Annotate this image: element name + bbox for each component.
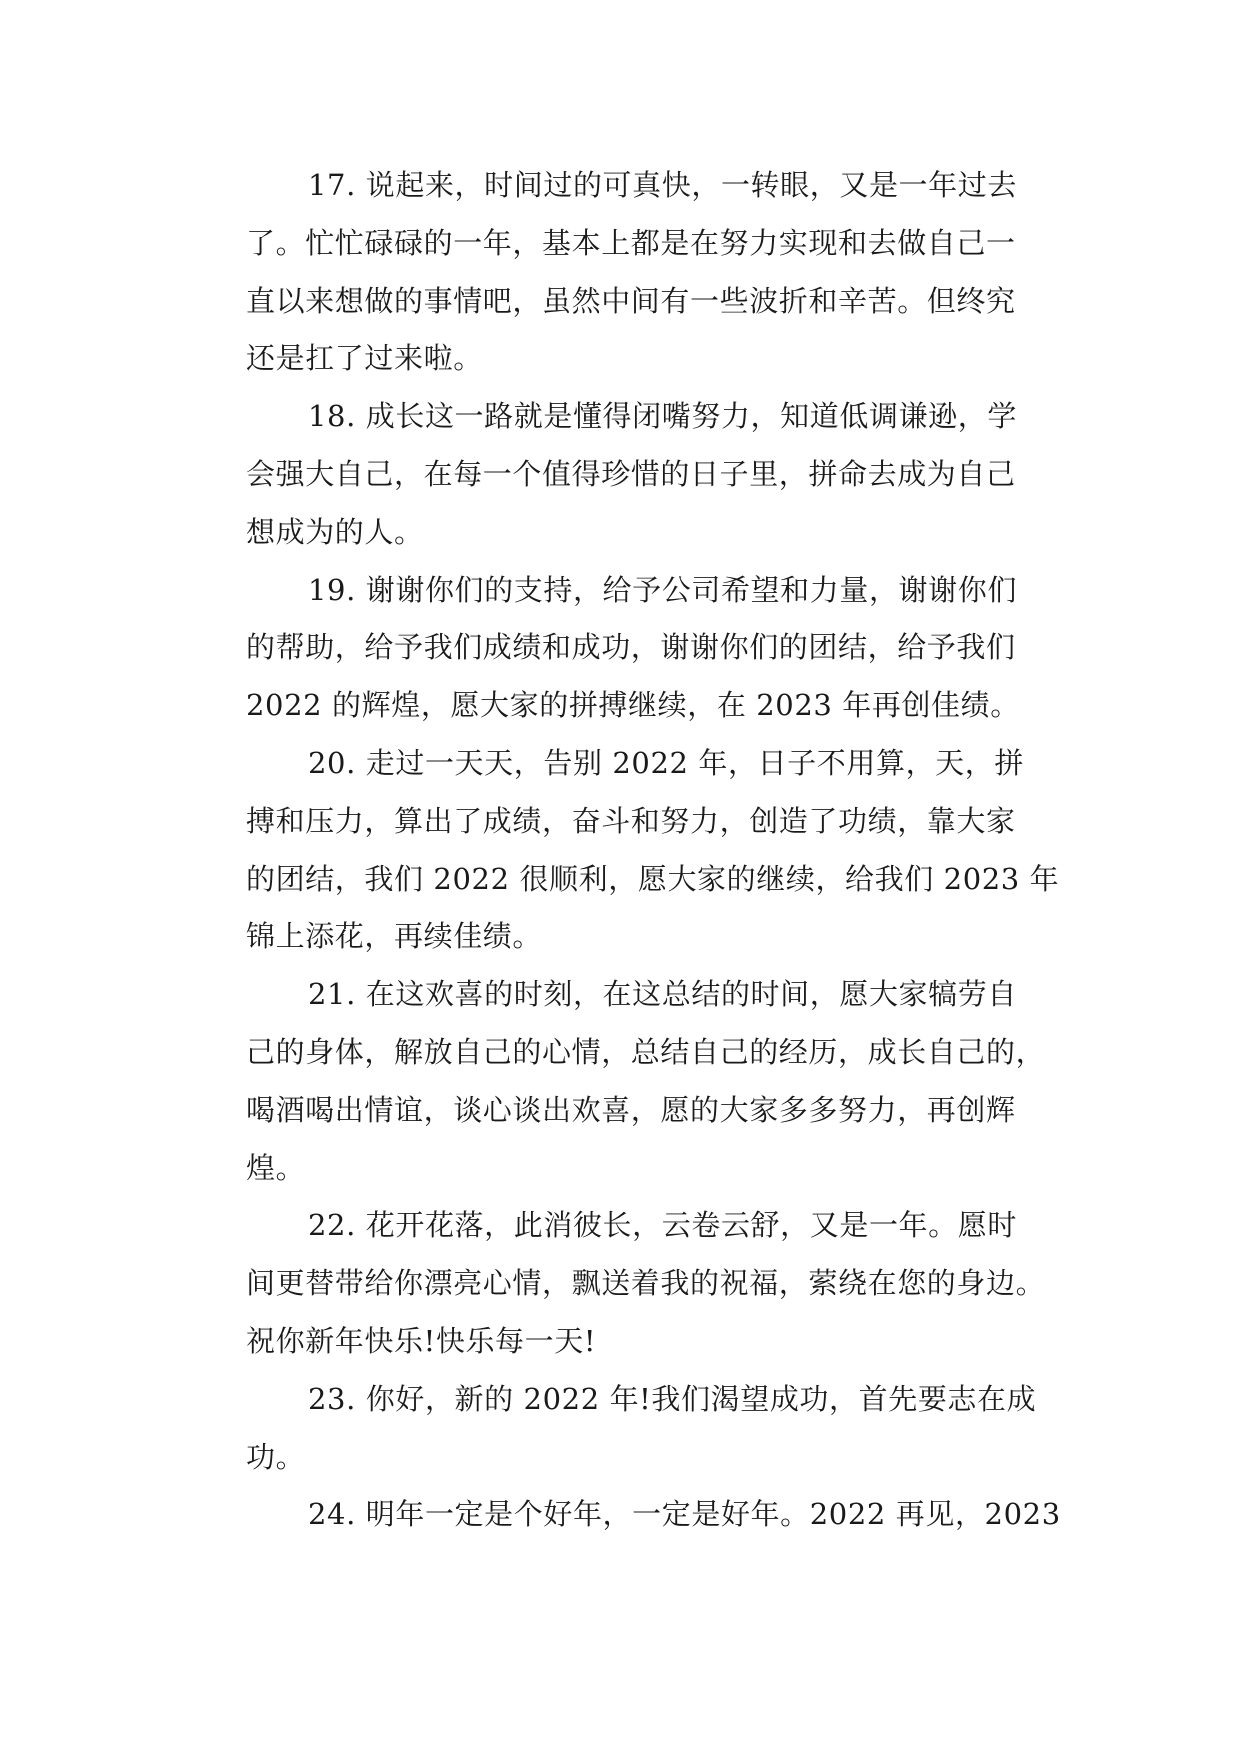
paragraph-line: 己的身体，解放自己的心情，总结自己的经历，成长自己的， (246, 1034, 1046, 1069)
paragraph-line: 搏和压力，算出了成绩，奋斗和努力，创造了功绩，靠大家 (246, 803, 1016, 838)
paragraph-24 (188, 1486, 1061, 1544)
paragraph-line: 的帮助，给予我们成绩和成功，谢谢你们的团结，给予我们 (246, 630, 1016, 665)
paragraph-line: 21. 在这欢喜的时刻，在这总结的时间，愿大家犒劳自 (308, 977, 1017, 1012)
paragraph-line: 煌。 (246, 1150, 306, 1185)
paragraph-22 (188, 1197, 1052, 1370)
paragraph-line: 锦上添花，再续佳绩。 (246, 919, 543, 954)
paragraph-line: 24. 明年一定是个好年，一定是好年。2022 再见，2023 (308, 1497, 1061, 1532)
paragraph-23 (188, 1371, 1052, 1487)
paragraph-line: 还是扛了过来啦。 (246, 341, 483, 376)
paragraph-line: 22. 花开花落，此消彼长，云卷云舒，又是一年。愿时 (308, 1208, 1017, 1243)
paragraph-line: 2022 的辉煌，愿大家的拼搏继续，在 2023 年再创佳绩。 (246, 688, 1020, 723)
paragraph-18 (188, 388, 1052, 561)
paragraph-17 (188, 157, 1052, 388)
paragraph-line: 19. 谢谢你们的支持，给予公司希望和力量，谢谢你们 (308, 572, 1017, 607)
paragraph-21 (188, 966, 1052, 1197)
paragraph-line: 祝你新年快乐!快乐每一天! (246, 1323, 597, 1358)
document-body (188, 157, 1061, 1544)
paragraph-line: 17. 说起来，时间过的可真快，一转眼，又是一年过去 (308, 168, 1017, 202)
paragraph-line: 23. 你好，新的 2022 年!我们渴望成功，首先要志在成 (308, 1381, 1037, 1416)
paragraph-line: 会强大自己，在每一个值得珍惜的日子里，拼命去成为自己 (246, 456, 1016, 491)
paragraph-line: 喝酒喝出情谊，谈心谈出欢喜，愿的大家多多努力，再创辉 (246, 1092, 1016, 1127)
paragraph-line: 功。 (246, 1439, 306, 1474)
paragraph-20 (188, 735, 1060, 966)
paragraph-line: 20. 走过一天天，告别 2022 年，日子不用算，天，拼 (308, 745, 1024, 780)
paragraph-19 (188, 562, 1052, 735)
paragraph-line: 直以来想做的事情吧，虽然中间有一些波折和辛苦。但终究 (246, 283, 1016, 318)
paragraph-line: 18. 成长这一路就是懂得闭嘴努力，知道低调谦逊，学 (308, 399, 1017, 434)
paragraph-line: 间更替带给你漂亮心情，飘送着我的祝福，萦绕在您的身边。 (246, 1266, 1046, 1301)
paragraph-line: 了。忙忙碌碌的一年，基本上都是在努力实现和去做自己一 (246, 225, 1016, 260)
paragraph-line: 的团结，我们 2022 很顺利，愿大家的继续，给我们 2023 年 (246, 861, 1060, 896)
paragraph-line: 想成为的人。 (246, 514, 424, 549)
